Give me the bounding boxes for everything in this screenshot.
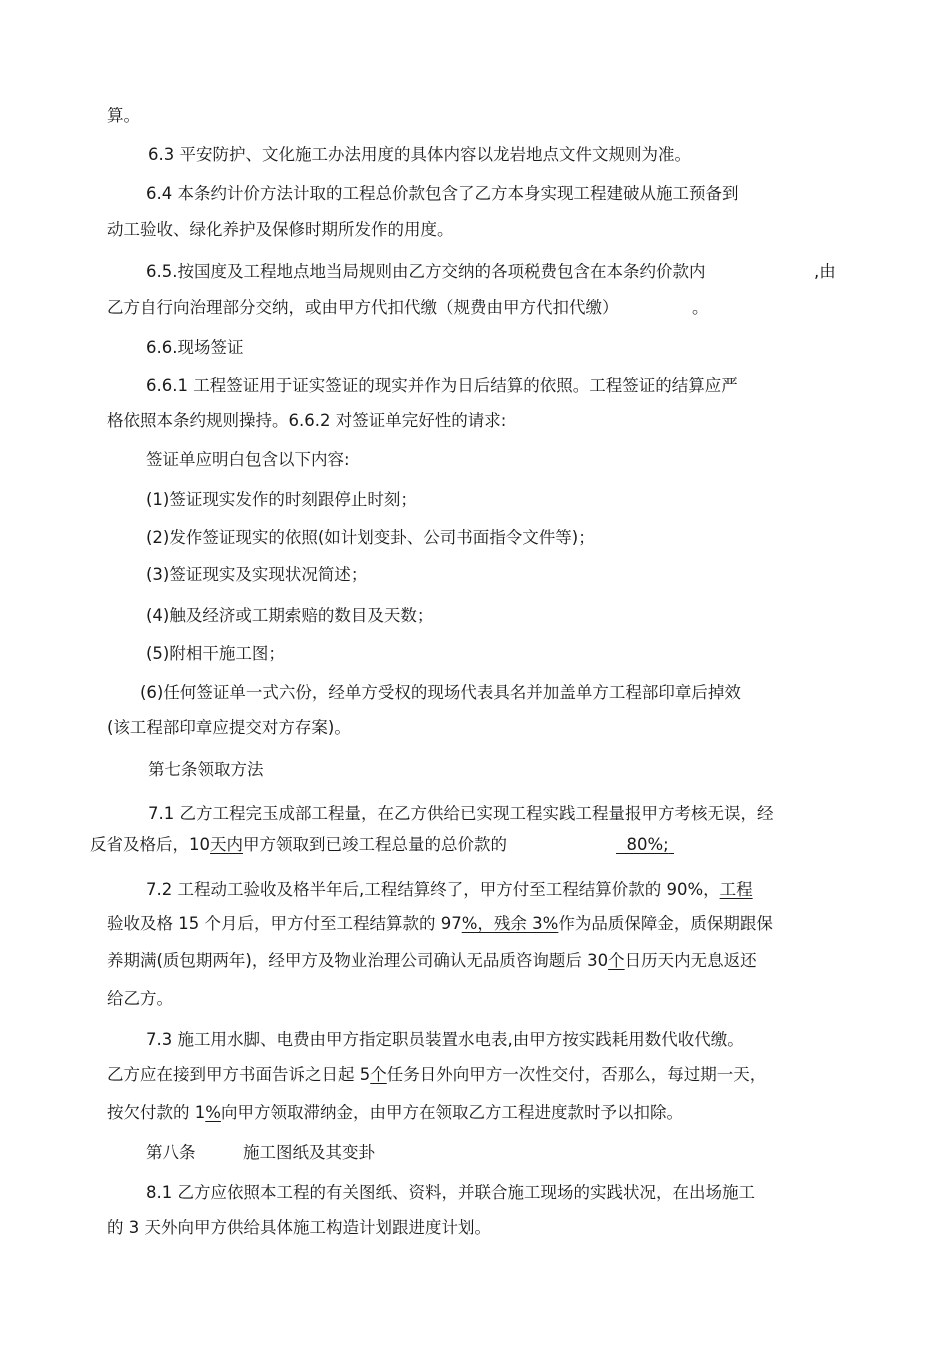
clause-6-6-1: 6.6.1 工程签证用于证实签证的现实并作为日后结算的依照。工程签证的结算应严 xyxy=(146,376,738,395)
list-item: (1)签证现实发作的时刻跟停止时刻； xyxy=(146,490,417,509)
clause-6-3: 6.3 平安防护、文化施工办法用度的具体内容以龙岩地点文件文规则为准。 xyxy=(148,145,691,164)
list-item: (4)触及经济或工期索赔的数目及天数； xyxy=(146,606,434,625)
text-line: 算。 xyxy=(107,106,140,125)
text-line: 乙方自行向治理部分交纳，或由甲方代扣代缴（规费由甲方代扣代缴） xyxy=(107,298,619,317)
text-line: 签证单应明白包含以下内容: xyxy=(146,450,350,469)
list-item: (2)发作签证现实的依照(如计划变卦、公司书面指令文件等)； xyxy=(146,528,595,547)
clause-6-4: 6.4 本条约计价方法计取的工程总价款包含了乙方本身实现工程建破从施工预备到 xyxy=(146,184,739,203)
clause-7-2: 7.2 工程动工验收及格半年后,工程结算终了，甲方付至工程结算价款的 90%，工程 xyxy=(146,880,753,899)
clause-7-3: 7.3 施工用水脚、电费由甲方指定职员装置水电表,由甲方按实践耗用数代收代缴。 xyxy=(146,1030,744,1049)
clause-6-5: 6.5.按国度及工程地点地当局规则由乙方交纳的各项税费包含在本条约价款内 xyxy=(146,262,706,281)
text-line: 给乙方。 xyxy=(107,989,173,1008)
text-line: 养期满(质包期两年)，经甲方及物业治理公司确认无品质咨询题后 30个日历天内无息返还 xyxy=(107,951,757,970)
text-line: 动工验收、绿化养护及保修时期所发作的用度。 xyxy=(107,220,454,239)
text-line: 。 xyxy=(692,298,709,317)
text-line: 格依照本条约规则操持。6.6.2 对签证单完好性的请求: xyxy=(107,411,507,430)
text-line: 乙方应在接到甲方书面告诉之日起 5个任务日外向甲方一次性交付，否那么，每过期一天， xyxy=(107,1065,767,1084)
article-7-heading: 第七条领取方法 xyxy=(148,760,264,779)
list-item: (3)签证现实及实现状况简述； xyxy=(146,565,368,584)
clause-6-6-heading: 6.6.现场签证 xyxy=(146,338,244,357)
clause-7-1: 7.1 乙方工程完玉成部工程量，在乙方供给已实现工程实践工程量报甲方考核无误，经 xyxy=(148,804,774,823)
article-8-label: 第八条 xyxy=(146,1143,196,1162)
text-line: 验收及格 15 个月后，甲方付至工程结算款的 97%，残余 3%作为品质保障金，质保期跟保 xyxy=(107,914,773,933)
text-line: 按欠付款的 1%向甲方领取滞纳金，由甲方在领取乙方工程进度款时予以扣除。 xyxy=(107,1103,683,1122)
article-8-title: 施工图纸及其变卦 xyxy=(243,1143,375,1162)
text-line: 反省及格后，10天内甲方领取到已竣工程总量的总价款的 xyxy=(90,835,507,854)
list-item: (5)附相干施工图； xyxy=(146,644,285,663)
list-item: (6)任何签证单一式六份，经单方受权的现场代表具名并加盖单方工程部印章后掉效 xyxy=(140,683,741,702)
text-line: (该工程部印章应提交对方存案)。 xyxy=(107,718,351,737)
text-line: ,由 xyxy=(814,262,836,281)
text-line: 的 3 天外向甲方供给具体施工构造计划跟进度计划。 xyxy=(107,1218,491,1237)
clause-8-1: 8.1 乙方应依照本工程的有关图纸、资料，并联合施工现场的实践状况，在出场施工 xyxy=(146,1183,755,1202)
underlined-value: 80%; xyxy=(626,835,669,854)
